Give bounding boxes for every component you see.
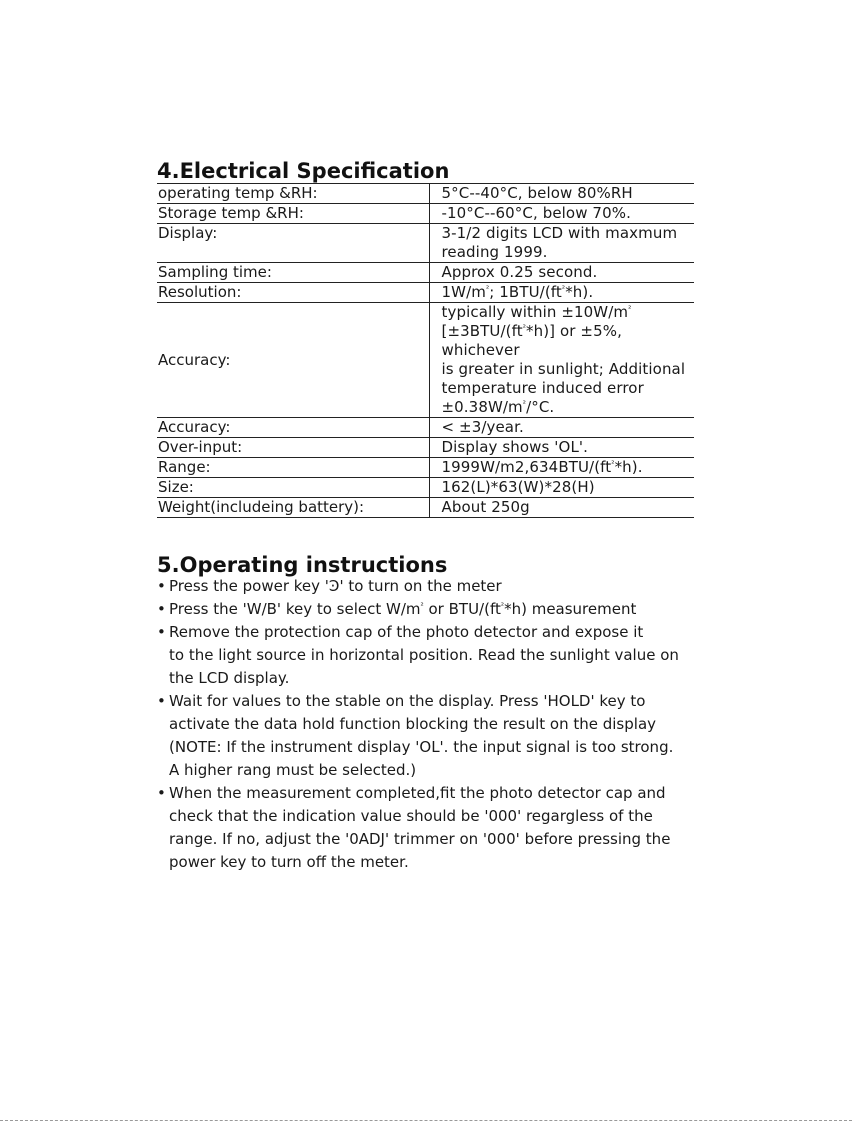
spec-row [157, 263, 694, 283]
spec-value: Approx 0.25 second. [429, 263, 694, 283]
spec-row [157, 283, 694, 303]
spec-label: Sampling time: [157, 263, 429, 283]
spec-label: Range: [157, 458, 429, 478]
spec-value: 5°C--40°C, below 80%RH [429, 184, 694, 204]
bullet-icon: • [157, 784, 166, 802]
instruction-text: Press the 'W/B' key to select $W/m^{^2}$ or BTU/$(ft^{^2}*h)$ measurement [169, 600, 637, 618]
spec-row [157, 438, 694, 458]
bullet-icon: • [157, 623, 166, 641]
spec-value: $1999W/m2,634BTU/(ft^{^2}*h)$. [429, 458, 694, 478]
list-item [157, 575, 717, 598]
electrical-spec-title: 4.Electrical Specification [157, 159, 450, 183]
spec-label: Resolution: [157, 283, 429, 303]
spec-row [157, 204, 694, 224]
spec-row [157, 184, 694, 204]
spec-label: Size: [157, 478, 429, 498]
list-item [157, 598, 717, 621]
spec-value: Display shows 'OL'. [429, 438, 694, 458]
electrical-spec-table [157, 183, 694, 518]
instructions-list [157, 575, 717, 874]
list-item [157, 621, 717, 690]
spec-label: Storage temp &RH: [157, 204, 429, 224]
spec-label: Display: [157, 224, 429, 263]
bullet-icon: • [157, 600, 166, 618]
instruction-text: Wait for values to the stable on the display. Press 'HOLD' key to activate the data hold function blocking the result on the display (NOTE: If the instrument display 'OL'. the input signal is too strong. A higher rang must be selected.) [169, 692, 674, 779]
spec-label: Over-input: [157, 438, 429, 458]
instruction-text: When the measurement completed,fit the photo detector cap and check that the indication value should be '000' regargless of the range. If no, adjust the '0ADJ' trimmer on '000' before pressing the power key to turn off the meter. [169, 784, 671, 871]
spec-row [157, 224, 694, 263]
spec-value: -10°C--60°C, below 70%. [429, 204, 694, 224]
spec-value: 162(L)*63(W)*28(H) [429, 478, 694, 498]
spec-value: typically within $\pm 10W/m^{^2}$ $[\pm 3BTU/(ft^{^2}*h)]$ or ±5%, whichever is greater in sunlight; Additional temperature induced error $\pm 0.38W/m^{^2}/^\circ C$. [429, 303, 694, 418]
bullet-icon: • [157, 692, 166, 710]
spec-label: Accuracy: [157, 418, 429, 438]
instruction-text: Remove the protection cap of the photo detector and expose it to the light source in horizontal position. Read the sunlight value on the LCD display. [169, 623, 679, 687]
instruction-text: Press the power key 'Ͽ' to turn on the meter [169, 577, 502, 595]
operating-instructions-title: 5.Operating instructions [157, 553, 448, 577]
spec-row [157, 458, 694, 478]
spec-row [157, 498, 694, 518]
spec-value: $1W/m^{^2}$; $1BTU/(ft^{^2}*h)$. [429, 283, 694, 303]
spec-value: < ±3/year. [429, 418, 694, 438]
list-item [157, 782, 717, 874]
spec-row [157, 303, 694, 418]
bullet-icon: • [157, 577, 166, 595]
spec-value: About 250g [429, 498, 694, 518]
spec-label: Weight(includeing battery): [157, 498, 429, 518]
spec-row [157, 418, 694, 438]
spec-label: operating temp &RH: [157, 184, 429, 204]
list-item [157, 690, 717, 782]
page-bottom-divider [0, 1120, 852, 1121]
spec-value: 3-1/2 digits LCD with maxmum reading 1999. [429, 224, 694, 263]
spec-label: Accuracy: [157, 303, 429, 418]
spec-row [157, 478, 694, 498]
